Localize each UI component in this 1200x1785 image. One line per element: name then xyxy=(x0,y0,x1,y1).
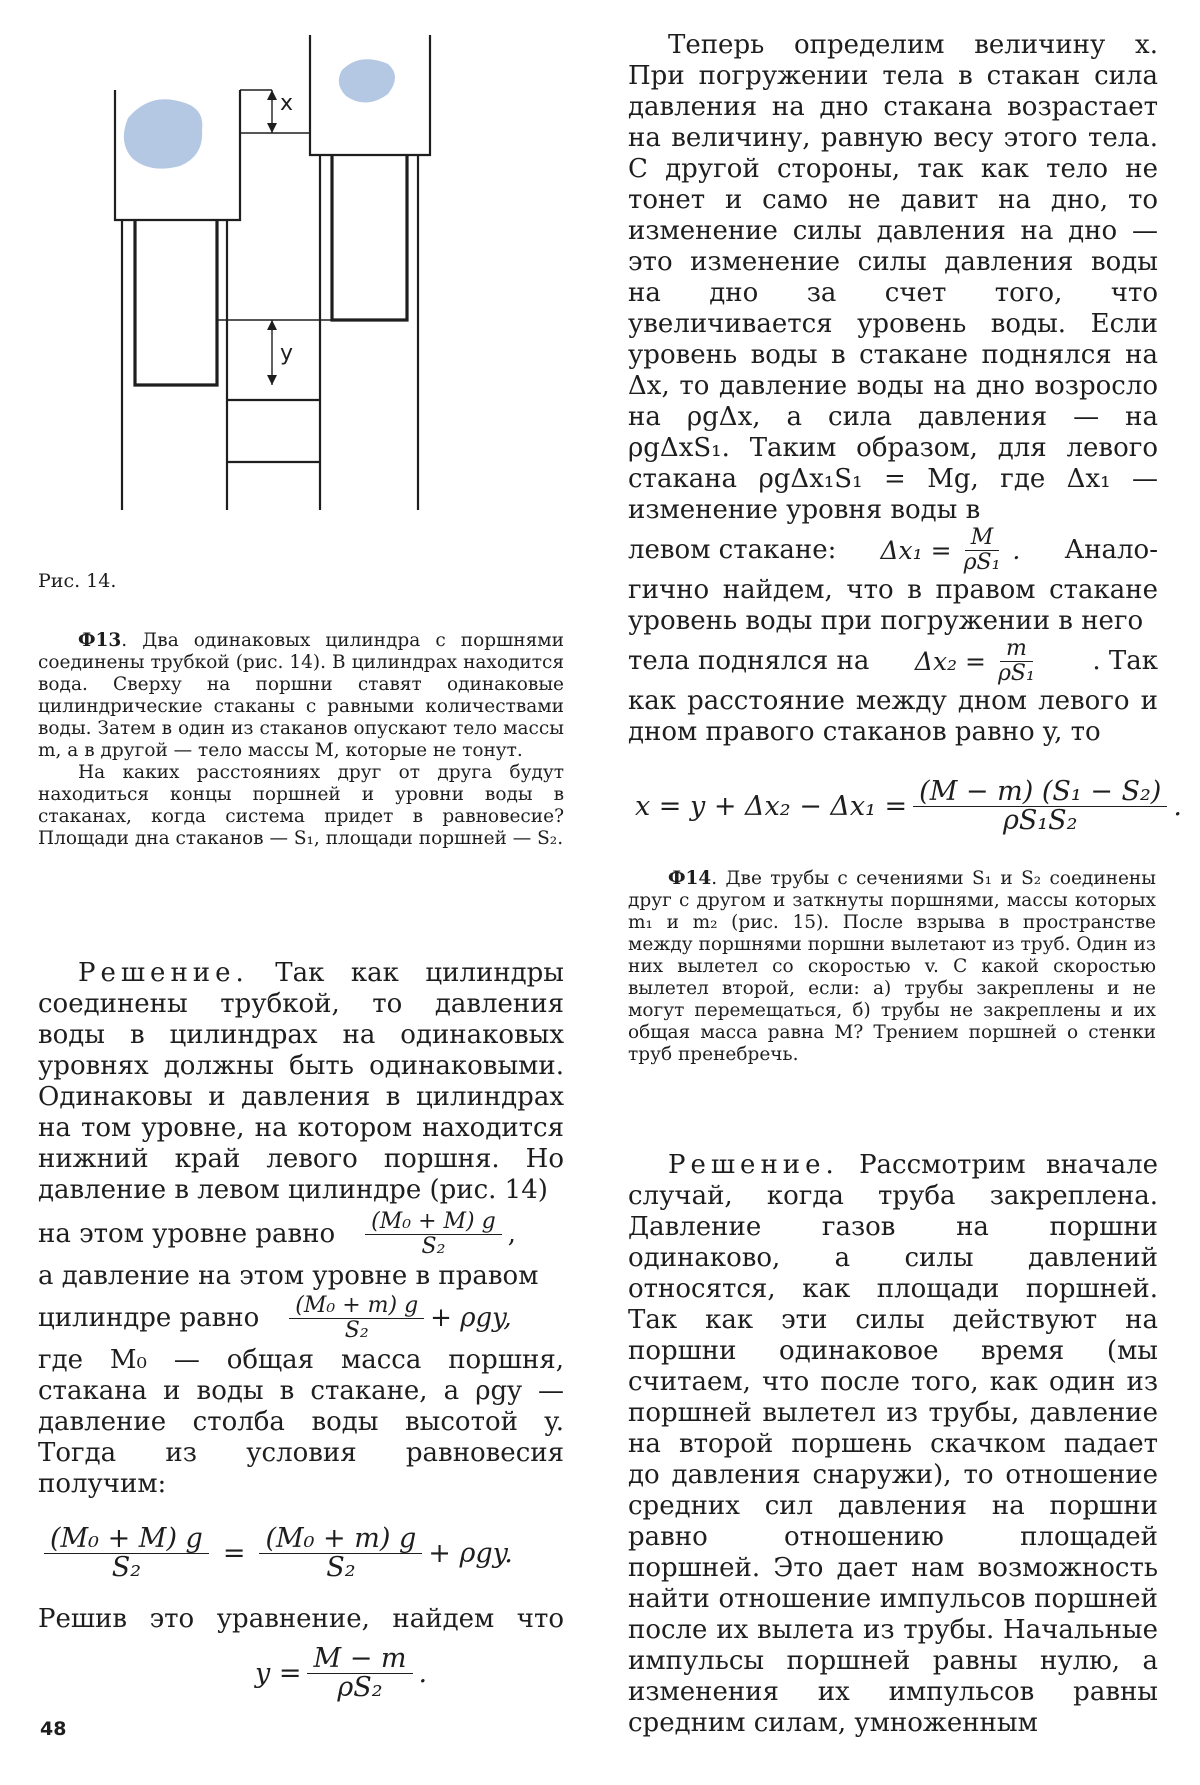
label-y: y xyxy=(280,341,294,366)
floating-body-left xyxy=(124,99,203,168)
label-x: x xyxy=(280,91,294,116)
figure-14 xyxy=(110,30,550,530)
solution-14 xyxy=(628,1150,1158,1739)
solution-13: Решение. Так как цилиндры соединены трубкой, то давления воды в цилиндрах на одинаковых уровнях должны быть одинаковыми. Одинаковы и давления в цилиндрах на том уровне, на котором находится нижний край левого поршня. Но давление в левом цилиндре (рис. 14) на этом уровне равно $\frac{\text{(M₀ + M) g}}{\text{S₂}}$ , а давление на этом уровне в правом цилиндре равно $\frac{\text{(M₀ + m) g}}{\text{S₂}}$ + ρgy, где M₀ — общая масса поршня, стакана и воды в стакане, а ρgy — давление столба воды высотой y. Тогда из условия равновесия получим: xyxy=(38,958,564,1499)
problem-14-id: Ф14 xyxy=(668,868,712,889)
right-text-p2-tail: тела поднялся на xyxy=(628,646,870,676)
result-x: x = y + Δx₂ − Δx₁ = $\frac{\text{(M − m) (S₁ − S₂)}}{\text{ρS₁S₂}}$ . xyxy=(635,776,1182,836)
solution-13-p1-tail: на этом уровне равно xyxy=(38,1219,336,1249)
figure-caption: Рис. 14. xyxy=(38,570,117,592)
right-text-p2: гично найдем, что в правом стакане уровень воды при погружении в него xyxy=(628,575,1158,636)
right-text-p3: как расстояние между дном левого и дном правого стаканов равно y, то xyxy=(628,686,1158,747)
left-piston xyxy=(135,220,217,385)
solution-13-heading: Решение. xyxy=(78,958,249,988)
right-text xyxy=(628,30,1158,748)
solution-13-p2-tail: цилиндре равно xyxy=(38,1303,260,1333)
formula-pressure-right-tail: + ρgy, xyxy=(430,1303,512,1333)
solution-13-p4: Решив это уравнение, найдем что xyxy=(38,1604,564,1634)
solution-13-p2: а давление на этом уровне в правом xyxy=(38,1261,539,1291)
formula-pressure-right: $\frac{\text{(M₀ + m) g}}{\text{S₂}}$ xyxy=(289,1294,424,1343)
solution-14-text: Рассмотрим вначале случай, когда труба закреплена. Давление газов на поршни одинаково, а силы давлений относятся, как площади поршней. Так как эти силы действуют на поршни одинаковое время (мы считаем, что после того, как один из поршней вылетел из трубы, давление на второй поршень скачком падает до давления снаружи), то отношение средних сил давления на поршни равно отношению площадей поршней. Это дает нам возможность найти отношение импульсов поршней после их вылета из трубы. Начальные импульсы поршней равны нулю, а изменения их импульсов равны средним силам, умноженным xyxy=(628,1150,1159,1738)
formula-dx1: Δx₁ = $\frac{M}{\text{ρS₁}}$ . xyxy=(880,525,1021,575)
result-y: y = $\frac{M - m}{\text{ρS₂}}$ . xyxy=(255,1643,428,1703)
right-text-p1-after: Анало- xyxy=(1064,535,1158,565)
right-text-p2-after: . Так xyxy=(1092,646,1158,676)
right-text-p1: Теперь определим величину x. При погружении тела в стакан сила давления на дно стакана возрастает на величину, равную весу этого тела. С другой стороны, так как тело не тонет и само не давит на дно, то изменение силы давления на дно — это изменение силы давления воды на дно за счет того, что увеличивается уровень воды. Если уровень воды в стакане поднялся на Δx, то давление воды на дно возросло на ρgΔx, а сила давления — на ρgΔxS₁. Таким образом, для левого стакана ρgΔx₁S₁ = Mg, где Δx₁ — изменение уровня воды в xyxy=(628,30,1158,525)
floating-body-right xyxy=(339,59,395,102)
problem-14 xyxy=(628,868,1156,1066)
right-piston xyxy=(332,155,407,320)
right-text-p1-tail: левом стакане: xyxy=(628,535,837,565)
formula-pressure-left: $\frac{\text{(M₀ + M) g}}{\text{S₂}}$ xyxy=(365,1210,502,1259)
page-number: 48 xyxy=(40,1718,67,1740)
problem-13 xyxy=(38,630,564,850)
formula-dx2: Δx₂ = $\frac{m}{\text{ρS₁}}$ xyxy=(914,636,1035,686)
solution-13-p1: Так как цилиндры соединены трубкой, то давления воды в цилиндрах на одинаковых уровнях должны быть одинаковыми. Одинаковы и давления в цилиндрах на том уровне, на котором находится нижний край левого поршня. Но давление в левом цилиндре (рис. 14) xyxy=(38,958,564,1205)
equilibrium-equation: $\frac{\text{(M₀ + M) g}}{\text{S₂}}$ = $\frac{\text{(M₀ + m) g}}{\text{S₂}}$ + ρgy. xyxy=(38,1525,513,1582)
solution-14-heading: Решение. xyxy=(668,1150,839,1180)
problem-14-text: . Две трубы с сечениями S₁ и S₂ соединены друг с другом и заткнуты поршнями, массы которых m₁ и m₂ (рис. 15). После взрыва в пространстве между поршнями поршни вылетают из труб. Один из них вылетел со скоростью v. С какой скоростью вылетел второй, если: а) трубы закреплены и не могут перемещаться, б) трубы не закреплены и их общая масса равна M? Трением поршней о стенки труб пренебречь. xyxy=(628,868,1156,1065)
problem-13-question: На каких расстояниях друг от друга будут находиться концы поршней и уровни воды в стаканах, когда система придет в равновесие? Площади дна стаканов — S₁, площади поршней — S₂. xyxy=(38,762,564,849)
problem-13-id: Ф13 xyxy=(78,630,122,651)
solution-13-p3: где M₀ — общая масса поршня, стакана и воды в стакане, а ρgy — давление столба воды высотой y. Тогда из условия равновесия получим: xyxy=(38,1345,564,1499)
problem-13-text: . Два одинаковых цилиндра с поршнями соединены трубкой (рис. 14). В цилиндрах находится вода. Сверху на поршни ставят одинаковые цилиндрические стаканы с равными количествами воды. Затем в один из стаканов опускают тело массы m, а в другой — тело массы M, которые не тонут. xyxy=(38,630,564,761)
